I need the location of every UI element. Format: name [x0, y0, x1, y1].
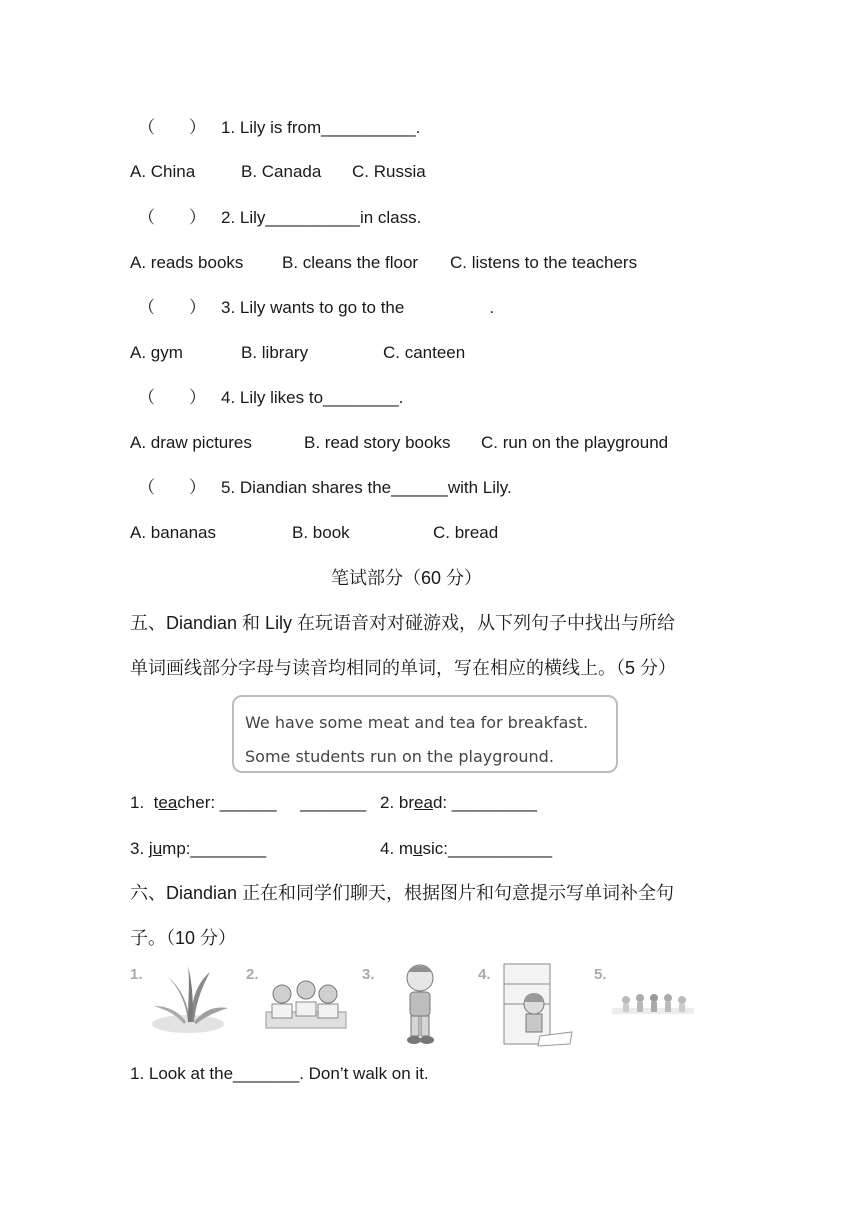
answer-blank[interactable]: mp:________ [162, 839, 267, 858]
phonics-item-3: 3. jump:________ [130, 839, 267, 858]
students-group-picture [610, 962, 696, 1022]
section5-instruction-line1: 五、Diandian 和 Lily 在玩语音对对碰游戏，从下列句子中找出与所给 [130, 613, 676, 633]
underlined-letters: ea [414, 793, 433, 812]
answer-bracket[interactable]: （ ） [138, 388, 206, 407]
answer-blank[interactable]: d: _________ [432, 793, 537, 812]
sentence-line-2: Some students run on the playground. [245, 747, 554, 766]
answer-blank[interactable]: sic:___________ [422, 839, 553, 858]
section6-instruction-line1: 六、Diandian 正在和同学们聊天，根据图片和句意提示写单词补全句 [130, 883, 675, 903]
option-b: B. Canada [241, 162, 322, 181]
answer-bracket[interactable]: （ ） [138, 478, 206, 497]
phonics-item-4: 4. music:___________ [380, 839, 553, 858]
option-c: C. Russia [352, 162, 426, 181]
sentence-box [232, 695, 618, 773]
grass-picture [148, 962, 232, 1036]
picture-number: 1. [130, 966, 143, 983]
section6-instruction-line2: 子。（10 分） [130, 928, 237, 948]
section5-instruction-line2: 单词画线部分字母与读音均相同的单词，写在相应的横线上。（5 分） [130, 658, 677, 678]
option-a: A. reads books [130, 253, 244, 272]
students-reading-picture [264, 962, 348, 1032]
option-b: B. cleans the floor [282, 253, 419, 272]
answer-bracket[interactable]: （ ） [138, 118, 206, 137]
underlined-letters: u [413, 839, 423, 858]
sentence-line-1: We have some meat and tea for breakfast. [245, 713, 589, 732]
phonics-item-2: 2. bread: _________ [380, 793, 537, 812]
underlined-letters: u [152, 839, 163, 858]
question-text: 2. Lily__________in class. [221, 208, 422, 227]
question-text: 4. Lily likes to________. [221, 388, 404, 407]
picture-number: 5. [594, 966, 607, 983]
picture-number: 4. [478, 966, 491, 983]
underlined-letters: ea [158, 793, 178, 812]
option-b: B. book [292, 523, 350, 542]
phonics-item-1: 1. teacher: ______ _______ [130, 793, 367, 812]
picture-number: 3. [362, 966, 375, 983]
picture-number: 2. [246, 966, 259, 983]
written-section-title: 笔试部分（60 分） [331, 568, 483, 588]
option-c: C. canteen [383, 343, 466, 362]
answer-bracket[interactable]: （ ） [138, 298, 206, 317]
boy-walking-picture [398, 962, 442, 1048]
option-a: A. bananas [130, 523, 217, 542]
answer-blank[interactable]: cher: ______ _______ [177, 793, 367, 812]
option-c: C. run on the playground [481, 433, 669, 452]
option-b: B. library [241, 343, 309, 362]
option-a: A. gym [130, 343, 183, 362]
question-text: 3. Lily wants to go to the . [221, 298, 495, 317]
girl-drawing-picture [500, 962, 576, 1048]
option-c: C. listens to the teachers [450, 253, 638, 272]
question-text: 5. Diandian shares the______with Lily. [221, 478, 512, 497]
option-a: A. draw pictures [130, 433, 252, 452]
option-a: A. China [130, 162, 196, 181]
answer-bracket[interactable]: （ ） [138, 208, 206, 227]
section6-question-1: 1. Look at the_______. Don’t walk on it. [130, 1064, 429, 1083]
question-text: 1. Lily is from__________. [221, 118, 421, 137]
option-c: C. bread [433, 523, 499, 542]
option-b: B. read story books [304, 433, 451, 452]
